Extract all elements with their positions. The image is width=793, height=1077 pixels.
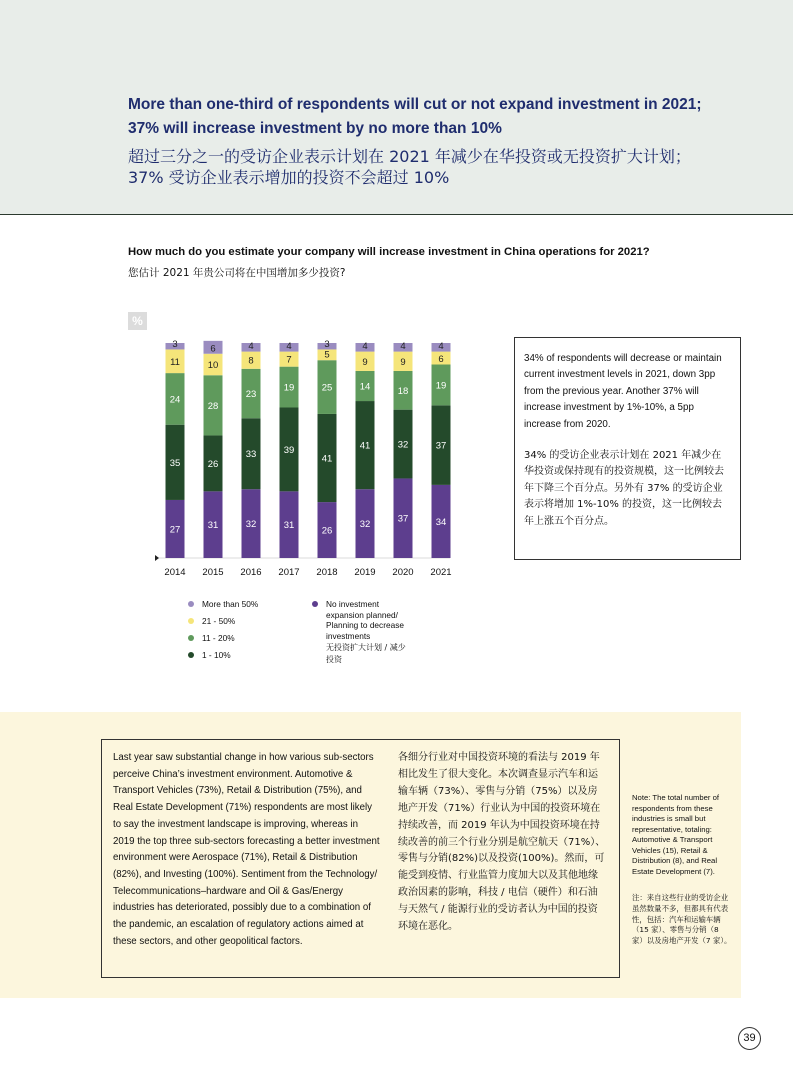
data-label-2018-s3: 5: [324, 349, 330, 361]
legend-dot-more-than-50: [188, 601, 194, 607]
data-label-2015-s3: 10: [207, 360, 219, 371]
data-label-2017-s4: 4: [286, 341, 292, 353]
x-tick-label-2018: 2018: [316, 567, 338, 578]
data-label-2021-s4: 4: [438, 341, 444, 353]
note-text-en: 34% of respondents will decrease or maintain current investment levels in 2021, down 3pp from the previous year. Another 37% will increase investment by 1%-10%, a 5pp increase from 2020.: [524, 353, 722, 430]
legend-left: [188, 599, 308, 669]
data-label-2016-s1: 33: [245, 449, 257, 461]
data-label-2017-s2: 19: [283, 382, 295, 394]
side-note-en: Note: The total number of respondents from these industries is small but representative, totaling: Automotive & Transport Vehicles (15), Retail & Distribution (8), and Real Estate Development (7).: [632, 793, 720, 876]
legend-label-decrease-zh-1: 无投资扩大计划 / 减少: [326, 643, 406, 652]
body-text-zh: 各细分行业对中国投资环境的看法与 2019 年相比发生了很大变化。本次调查显示汽车和运输车辆（73%）、零售与分销（75%）以及房地产开发（71%）行业认为中国的投资环境在持续改善，而 2019 年认为中国投资环境在持续改善的前三个行业分别是航空航天（71%）、零售与分销(82%)以及投资(100%)。然而，可能受到疫情、行业监管力度加大以及其他地缘政治因素的影响，科技 / 电信（硬件）和石油与天然气 / 能源行业的受访者认为中国的投资环境在恶化。: [398, 752, 606, 933]
legend-dot-decrease: [312, 601, 318, 607]
legend-dot-21-50: [188, 618, 194, 624]
data-label-2017-s0: 31: [283, 520, 295, 532]
data-label-2018-s4: 3: [324, 338, 330, 350]
legend-dot-1-10: [188, 652, 194, 658]
x-tick-label-2017: 2017: [278, 567, 300, 578]
data-label-2019-s0: 32: [359, 519, 371, 531]
x-axis-marker: [155, 555, 159, 561]
data-label-2020-s2: 18: [397, 385, 409, 397]
x-tick-label-2019: 2019: [354, 567, 376, 578]
data-label-2021-s2: 19: [435, 380, 447, 392]
legend-label-more-than-50: More than 50%: [202, 599, 259, 609]
data-label-2020-s3: 9: [400, 356, 406, 368]
data-label-2019-s4: 4: [362, 341, 368, 353]
question-en: How much do you estimate your company will increase investment in China operations for 2021?: [128, 246, 650, 258]
data-label-2020-s0: 37: [397, 513, 409, 525]
side-note-zh: 注：来自这些行业的受访企业虽然数量不多，但都具有代表性，包括：汽车和运输车辆（15 家）、零售与分销（8 家）以及房地产开发（7 家）。: [632, 893, 732, 946]
data-label-2015-s0: 31: [207, 520, 219, 532]
data-label-2019-s3: 9: [362, 356, 368, 368]
legend-label-decrease-2: expansion planned/: [326, 609, 398, 620]
legend-dot-11-20: [188, 635, 194, 641]
data-label-2014-s0: 27: [169, 524, 181, 536]
x-tick-label-2015: 2015: [202, 567, 224, 578]
data-label-2016-s3: 8: [248, 355, 254, 367]
x-tick-label-2016: 2016: [240, 567, 262, 578]
legend-right: [312, 599, 432, 669]
data-label-2015-s2: 28: [207, 400, 219, 412]
x-tick-label-2021: 2021: [430, 567, 452, 578]
data-label-2017-s3: 7: [286, 354, 292, 366]
legend-label-decrease-3: Planning to decrease: [326, 620, 404, 630]
page-title-zh: [128, 146, 768, 188]
body-text-en: Last year saw substantial change in how various sub-sectors perceive China’s investment environment. Automotive & Transport Vehicles (73%), Retail & Distribution (75%), and Real Estate Development (71%) respondents are most likely to say the investment landscape is improving, whereas in 2019 the top three sub-sectors forecasting a better investment environment were Aerospace (71%), Retail & Distribution (82%), and Investing (100%). Sentiment from the Technology/ Telecommunications–hardware and Oil & Gas/Energy industries has deteriorated, possibly due to a combination of the pandemic, an escalation of regulatory actions aimed at these sectors, and other geopolitical factors.: [113, 752, 380, 947]
title-zh-line-2: 37% 受访企业表示增加的投资不会超过 10%: [128, 168, 450, 187]
unit-badge: %: [128, 312, 147, 330]
legend-label-11-20: 11 - 20%: [202, 633, 235, 643]
data-label-2020-s4: 4: [400, 341, 406, 353]
legend-label-decrease-zh-2: 投资: [326, 655, 342, 664]
title-en-line-2: 37% will increase investment by no more than 10%: [128, 120, 502, 137]
legend-label-1-10: 1 - 10%: [202, 650, 231, 660]
x-tick-label-2014: 2014: [164, 567, 186, 578]
data-label-2017-s1: 39: [283, 444, 295, 456]
data-label-2021-s3: 6: [438, 354, 444, 365]
data-label-2015-s1: 26: [207, 458, 219, 470]
data-label-2018-s0: 26: [321, 525, 333, 537]
data-label-2014-s2: 24: [169, 394, 181, 406]
page-number: 39: [738, 1027, 761, 1050]
note-text-zh: 34% 的受访企业表示计划在 2021 年减少在华投资或保持现有的投资规模，这一比例较去年下降三个百分点。另外有 37% 的受访企业表示将增加 1%-10% 的投资，这一比例较去年上涨五个百分点。: [524, 450, 724, 527]
data-label-2014-s3: 11: [170, 356, 180, 368]
data-label-2016-s4: 4: [248, 341, 254, 353]
data-label-2019-s2: 14: [359, 381, 371, 393]
question-zh: 您估计 2021 年贵公司将在中国增加多少投资?: [128, 267, 346, 279]
page-title-en: [128, 93, 748, 141]
title-en-line-1: More than one-third of respondents will cut or not expand investment in 2021;: [128, 96, 702, 113]
stacked-bar-chart: [150, 336, 470, 581]
legend-label-21-50: 21 - 50%: [202, 616, 236, 626]
data-label-2016-s0: 32: [245, 519, 257, 531]
data-label-2021-s0: 34: [435, 516, 447, 528]
data-label-2018-s2: 25: [321, 382, 333, 394]
data-label-2014-s1: 35: [169, 457, 181, 469]
data-label-2020-s1: 32: [397, 439, 409, 451]
legend-label-decrease-4: investments: [326, 630, 371, 641]
data-label-2021-s1: 37: [435, 440, 447, 452]
data-label-2015-s4: 6: [210, 343, 216, 355]
title-zh-line-1: 超过三分之一的受访企业表示计划在 2021 年减少在华投资或无投资扩大计划；: [128, 147, 691, 166]
data-label-2018-s1: 41: [321, 453, 333, 465]
legend-label-decrease-1: No investment: [326, 599, 380, 609]
data-label-2019-s1: 41: [359, 440, 371, 452]
data-label-2014-s4: 3: [172, 338, 178, 350]
x-tick-label-2020: 2020: [392, 567, 414, 578]
data-label-2016-s2: 23: [245, 389, 257, 401]
